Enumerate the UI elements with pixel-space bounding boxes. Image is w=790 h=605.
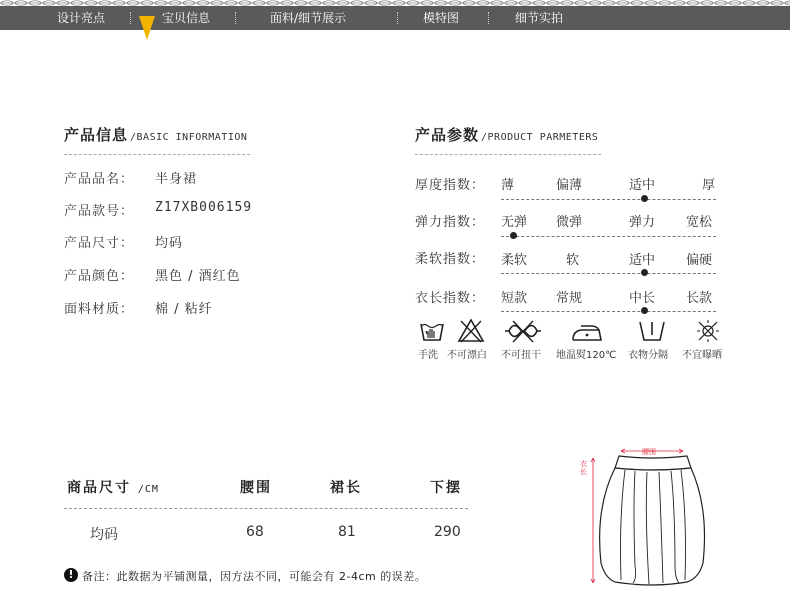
info-value-name: 半身裙 (155, 172, 198, 187)
product-params-title (415, 124, 598, 145)
skirt-diagram (575, 438, 725, 588)
care-label: 不可漂白 (447, 350, 487, 361)
softness-option: 适中 (629, 253, 656, 268)
section-divider (415, 154, 601, 155)
softness-scale-line (501, 273, 716, 274)
size-cell-hem: 290 (434, 524, 461, 540)
care-label: 衣物分隔 (628, 350, 668, 361)
nav-divider (130, 12, 131, 24)
param-label-elasticity: 弹力指数： (415, 215, 486, 230)
softness-option: 软 (566, 253, 580, 268)
product-params-heading: 产品参数 (415, 126, 480, 144)
info-value-size: 均码 (155, 236, 184, 251)
wash-separately-icon (638, 318, 666, 344)
length-label: 衣长 (580, 460, 587, 476)
care-label: 不宜曝晒 (682, 350, 722, 361)
no-bleach-icon (457, 318, 485, 344)
elasticity-scale-line (501, 236, 716, 237)
param-label-length: 衣长指数： (415, 291, 486, 306)
thickness-option: 偏薄 (556, 178, 583, 193)
care-label: 不可扭干 (501, 350, 541, 361)
thickness-option: 适中 (629, 178, 656, 193)
nav-bar (0, 6, 790, 30)
softness-option: 偏硬 (686, 253, 713, 268)
info-label-style-no: 产品款号： (64, 204, 135, 219)
nav-divider (397, 12, 398, 24)
length-scale-line (501, 311, 716, 312)
size-table-header-waist: 腰围 (240, 480, 272, 496)
product-info-heading: 产品信息 (64, 126, 129, 144)
info-value-style-no: Z17XB006159 (155, 200, 253, 215)
no-wring-icon (503, 318, 543, 344)
softness-scale-marker (641, 269, 648, 276)
size-cell-size: 均码 (90, 527, 118, 543)
size-header-label: 商品尺寸 (67, 480, 131, 496)
info-value-material: 棉 / 粘纤 (155, 302, 213, 317)
nav-item-design-highlights[interactable]: 设计亮点 (57, 11, 106, 25)
no-sun-dry-icon (694, 318, 722, 344)
length-option: 中长 (629, 291, 656, 306)
size-cell-waist: 68 (246, 524, 264, 540)
size-table-header-size (67, 477, 159, 497)
length-scale-marker (641, 307, 648, 314)
param-label-softness: 柔软指数： (415, 252, 486, 267)
nav-divider (235, 12, 236, 24)
thickness-option: 薄 (501, 178, 515, 193)
nav-item-detail-photos[interactable]: 细节实拍 (515, 11, 564, 25)
elasticity-scale-marker (510, 232, 517, 239)
elasticity-option: 无弹 (501, 215, 528, 230)
nav-active-indicator (139, 16, 155, 40)
product-info-title (64, 124, 247, 145)
exclamation-icon: ! (64, 568, 78, 582)
thickness-option: 厚 (702, 178, 716, 193)
thickness-scale-line (501, 199, 716, 200)
care-label: 地温熨120℃ (556, 350, 617, 361)
info-label-size: 产品尺寸： (64, 236, 135, 251)
care-label: 手洗 (418, 350, 438, 361)
waist-label: 腰围 (642, 448, 656, 456)
size-cell-length: 81 (338, 524, 356, 540)
info-label-material: 面料材质： (64, 302, 135, 317)
length-option: 常规 (556, 291, 583, 306)
size-header-unit: /CM (137, 484, 159, 495)
nav-item-product-info[interactable]: 宝贝信息 (162, 11, 211, 25)
product-info-subtitle: /BASIC INFORMATION (130, 132, 248, 143)
elasticity-option: 弹力 (629, 215, 656, 230)
nav-item-fabric-details[interactable]: 面料/细节展示 (270, 11, 347, 25)
softness-option: 柔软 (501, 253, 528, 268)
hand-wash-icon (418, 318, 446, 344)
elasticity-option: 微弹 (556, 215, 583, 230)
param-label-thickness: 厚度指数： (415, 178, 486, 193)
elasticity-option: 宽松 (686, 215, 713, 230)
info-value-color: 黑色 / 酒红色 (155, 269, 241, 284)
length-option: 长款 (686, 291, 713, 306)
nav-item-model-photos[interactable]: 模特图 (423, 11, 460, 25)
length-option: 短款 (501, 291, 528, 306)
size-table-divider (64, 508, 468, 509)
section-divider (64, 154, 250, 155)
info-label-name: 产品品名： (64, 172, 135, 187)
product-params-subtitle: /PRODUCT PARMETERS (481, 132, 599, 143)
iron-low-icon (569, 318, 605, 344)
info-label-color: 产品颜色： (64, 269, 135, 284)
nav-divider (488, 12, 489, 24)
thickness-scale-marker (641, 195, 648, 202)
measurement-note: 备注：此数据为平铺测量，因方法不同，可能会有 2-4cm 的误差。 (82, 570, 427, 583)
size-table-header-hem: 下摆 (430, 480, 462, 496)
size-table-header-length: 裙长 (330, 480, 362, 496)
